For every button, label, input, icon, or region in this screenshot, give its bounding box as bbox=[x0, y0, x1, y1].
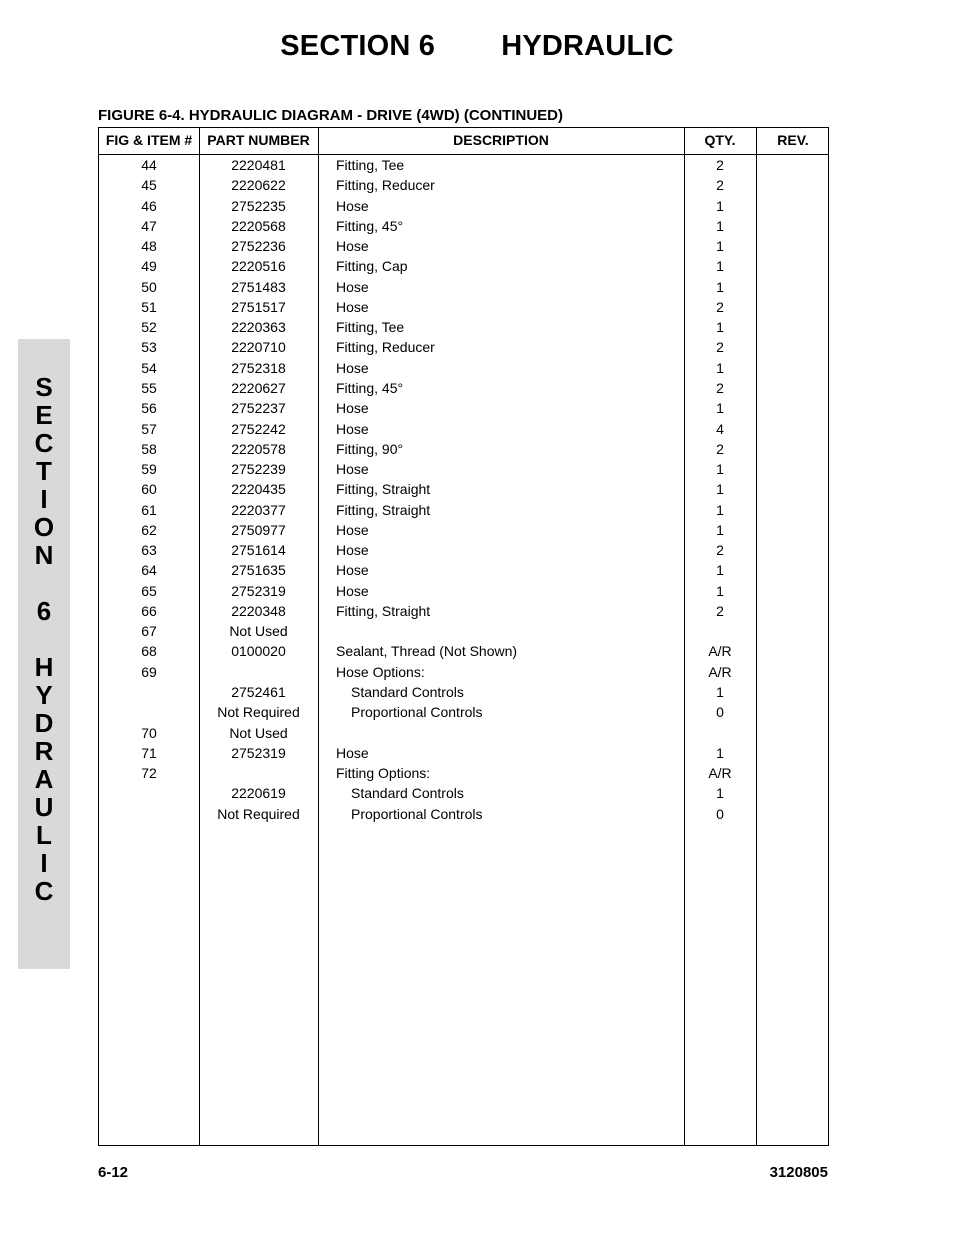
cell-description: Fitting Options: bbox=[336, 765, 431, 782]
table-row bbox=[99, 763, 828, 783]
table-row bbox=[99, 317, 828, 337]
table-row bbox=[99, 277, 828, 297]
cell-part-number: 2220568 bbox=[231, 217, 286, 234]
cell-description: Fitting, Cap bbox=[336, 258, 408, 275]
cell-item-number: 45 bbox=[141, 177, 157, 194]
cell-part-number: 2220363 bbox=[231, 319, 286, 336]
cell-part-number: 2751614 bbox=[231, 542, 286, 559]
cell-part-number: 2220435 bbox=[231, 481, 286, 498]
section-number: SECTION 6 bbox=[280, 30, 436, 62]
side-tab-letter: I bbox=[40, 848, 48, 878]
section-side-tab bbox=[18, 339, 70, 969]
cell-qty: 1 bbox=[716, 400, 724, 417]
cell-item-number: 68 bbox=[141, 643, 157, 660]
cell-description: Fitting, 45° bbox=[336, 217, 404, 234]
table-row bbox=[99, 520, 828, 540]
side-tab-letter: A bbox=[34, 764, 54, 794]
cell-item-number: 49 bbox=[141, 258, 157, 275]
cell-part-number: 2752242 bbox=[231, 420, 286, 437]
cell-qty: 2 bbox=[716, 339, 724, 356]
cell-item-number: 67 bbox=[141, 623, 157, 640]
cell-part-number: 2220710 bbox=[231, 339, 286, 356]
cell-part-number: 2751635 bbox=[231, 562, 286, 579]
table-row bbox=[99, 601, 828, 621]
table-row bbox=[99, 641, 828, 661]
col-header-description: DESCRIPTION bbox=[453, 132, 549, 148]
cell-description: Fitting, Tee bbox=[336, 319, 405, 336]
table-row bbox=[99, 155, 828, 175]
cell-item-number: 61 bbox=[141, 501, 157, 518]
table-row bbox=[99, 723, 828, 743]
cell-qty: 1 bbox=[716, 501, 724, 518]
cell-part-number: 2220578 bbox=[231, 440, 286, 457]
cell-item-number: 62 bbox=[141, 521, 157, 538]
cell-qty: 1 bbox=[716, 481, 724, 498]
cell-qty: 2 bbox=[716, 298, 724, 315]
cell-description: Hose bbox=[336, 744, 369, 761]
cell-description: Hose bbox=[336, 278, 369, 295]
table-row bbox=[99, 358, 828, 378]
cell-qty: 1 bbox=[716, 197, 724, 214]
table-row bbox=[99, 196, 828, 216]
cell-qty: 1 bbox=[716, 562, 724, 579]
table-row bbox=[99, 479, 828, 499]
side-tab-letter: O bbox=[33, 512, 55, 542]
cell-qty: 1 bbox=[716, 359, 724, 376]
side-tab-letter: D bbox=[34, 708, 54, 738]
cell-part-number: Not Used bbox=[229, 623, 288, 640]
cell-qty: 1 bbox=[716, 461, 724, 478]
cell-qty: 1 bbox=[716, 238, 724, 255]
cell-qty: 2 bbox=[716, 157, 724, 173]
cell-description: Hose bbox=[336, 359, 369, 376]
cell-item-number: 51 bbox=[141, 298, 157, 315]
cell-qty: 1 bbox=[716, 319, 724, 336]
side-tab-letter: H bbox=[34, 652, 54, 682]
cell-item-number: 52 bbox=[141, 319, 157, 336]
cell-part-number: 2752236 bbox=[231, 238, 286, 255]
table-row bbox=[99, 500, 828, 520]
cell-qty: 0 bbox=[716, 704, 724, 721]
side-tab-letter: U bbox=[34, 792, 54, 822]
cell-qty: 1 bbox=[716, 278, 724, 295]
cell-item-number: 48 bbox=[141, 238, 157, 255]
cell-description: Hose bbox=[336, 197, 369, 214]
cell-qty: A/R bbox=[708, 765, 732, 782]
cell-qty: 1 bbox=[716, 258, 724, 275]
cell-part-number: Not Used bbox=[229, 724, 288, 741]
table-row bbox=[99, 743, 828, 763]
cell-description: Fitting, 90° bbox=[336, 440, 404, 457]
cell-item-number: 50 bbox=[141, 278, 157, 295]
cell-item-number: 63 bbox=[141, 542, 157, 559]
cell-description: Fitting, Reducer bbox=[336, 339, 435, 356]
section-title: HYDRAULIC bbox=[501, 30, 674, 62]
cell-qty: 1 bbox=[716, 744, 724, 761]
cell-qty: 1 bbox=[716, 521, 724, 538]
cell-qty: 0 bbox=[716, 805, 724, 822]
cell-part-number: 2752461 bbox=[231, 684, 286, 701]
table-row bbox=[99, 297, 828, 317]
table-row bbox=[99, 398, 828, 418]
side-tab-letter: 6 bbox=[36, 596, 52, 626]
col-header-item: FIG & ITEM # bbox=[105, 132, 193, 148]
cell-description: Standard Controls bbox=[351, 684, 464, 701]
cell-part-number: 2751517 bbox=[231, 298, 286, 315]
cell-description: Proportional Controls bbox=[351, 704, 483, 721]
cell-part-number: Not Required bbox=[217, 805, 300, 822]
cell-part-number: 0100020 bbox=[231, 643, 286, 660]
cell-part-number: 2220622 bbox=[231, 177, 286, 194]
cell-item-number: 71 bbox=[141, 744, 157, 761]
cell-qty: 2 bbox=[716, 542, 724, 559]
table-row bbox=[99, 236, 828, 256]
cell-item-number: 46 bbox=[141, 197, 157, 214]
cell-qty: 1 bbox=[716, 582, 724, 599]
table-row bbox=[99, 256, 828, 276]
cell-description: Hose bbox=[336, 461, 369, 478]
cell-item-number: 64 bbox=[141, 562, 157, 579]
cell-description: Fitting, Reducer bbox=[336, 177, 435, 194]
cell-part-number: 2752319 bbox=[231, 582, 286, 599]
cell-description: Hose Options: bbox=[336, 663, 425, 680]
document-number: 3120805 bbox=[769, 1164, 828, 1181]
cell-part-number: 2220619 bbox=[231, 785, 286, 802]
cell-description: Fitting, Straight bbox=[336, 501, 431, 518]
table-row bbox=[99, 783, 828, 803]
cell-description: Hose bbox=[336, 562, 369, 579]
cell-qty: A/R bbox=[708, 643, 732, 660]
table-row bbox=[99, 581, 828, 601]
figure-caption: FIGURE 6-4. HYDRAULIC DIAGRAM - DRIVE (4WD) (CONTINUED) bbox=[98, 107, 563, 124]
cell-part-number: 2752318 bbox=[231, 359, 286, 376]
col-header-part-number: PART NUMBER bbox=[207, 132, 310, 148]
cell-description: Hose bbox=[336, 238, 369, 255]
cell-item-number: 57 bbox=[141, 420, 157, 437]
page-title bbox=[0, 30, 954, 63]
cell-item-number: 69 bbox=[141, 663, 157, 680]
table-row bbox=[99, 175, 828, 195]
table-row bbox=[99, 540, 828, 560]
table-row bbox=[99, 560, 828, 580]
table-row bbox=[99, 419, 828, 439]
cell-item-number: 70 bbox=[141, 724, 157, 741]
cell-description: Hose bbox=[336, 542, 369, 559]
side-tab-letter: L bbox=[36, 820, 52, 850]
side-tab-letter: N bbox=[34, 540, 54, 570]
cell-part-number: 2752235 bbox=[231, 197, 286, 214]
cell-qty: A/R bbox=[708, 663, 732, 680]
table-row bbox=[99, 439, 828, 459]
cell-description: Proportional Controls bbox=[351, 805, 483, 822]
side-tab-letter: C bbox=[34, 428, 54, 458]
cell-part-number: 2752237 bbox=[231, 400, 286, 417]
table-row bbox=[99, 662, 828, 682]
cell-qty: 2 bbox=[716, 602, 724, 619]
parts-table bbox=[98, 127, 829, 1146]
cell-item-number: 66 bbox=[141, 602, 157, 619]
page-number: 6-12 bbox=[98, 1164, 129, 1181]
cell-qty: 2 bbox=[716, 177, 724, 194]
cell-description: Standard Controls bbox=[351, 785, 464, 802]
cell-description: Hose bbox=[336, 400, 369, 417]
cell-qty: 1 bbox=[716, 684, 724, 701]
cell-part-number: 2752239 bbox=[231, 461, 286, 478]
cell-description: Fitting, Straight bbox=[336, 602, 431, 619]
cell-description: Hose bbox=[336, 298, 369, 315]
cell-description: Fitting, 45° bbox=[336, 379, 404, 396]
side-tab-letter: C bbox=[34, 876, 54, 906]
cell-description: Fitting, Straight bbox=[336, 481, 431, 498]
side-tab-letter: R bbox=[34, 736, 54, 766]
table-row bbox=[99, 702, 828, 722]
cell-part-number: 2752319 bbox=[231, 744, 286, 761]
cell-part-number: Not Required bbox=[217, 704, 300, 721]
table-row bbox=[99, 378, 828, 398]
cell-qty: 1 bbox=[716, 785, 724, 802]
cell-qty: 2 bbox=[716, 440, 724, 457]
cell-part-number: 2220377 bbox=[231, 501, 286, 518]
cell-part-number: 2220348 bbox=[231, 602, 286, 619]
table-row bbox=[99, 337, 828, 357]
side-tab-letter: S bbox=[35, 372, 53, 402]
cell-description: Hose bbox=[336, 582, 369, 599]
cell-item-number: 47 bbox=[141, 217, 157, 234]
cell-item-number: 55 bbox=[141, 379, 157, 396]
cell-description: Hose bbox=[336, 420, 369, 437]
cell-item-number: 59 bbox=[141, 461, 157, 478]
table-row bbox=[99, 804, 828, 824]
cell-item-number: 56 bbox=[141, 400, 157, 417]
table-row bbox=[99, 216, 828, 236]
cell-item-number: 65 bbox=[141, 582, 157, 599]
cell-item-number: 44 bbox=[141, 157, 157, 173]
side-tab-letter: T bbox=[36, 456, 52, 486]
cell-item-number: 58 bbox=[141, 440, 157, 457]
cell-item-number: 60 bbox=[141, 481, 157, 498]
cell-item-number: 54 bbox=[141, 359, 157, 376]
table-row bbox=[99, 682, 828, 702]
col-header-qty: QTY. bbox=[704, 132, 736, 148]
side-tab-letter: I bbox=[40, 484, 48, 514]
cell-part-number: 2220481 bbox=[231, 157, 286, 173]
cell-description: Fitting, Tee bbox=[336, 157, 405, 173]
cell-part-number: 2750977 bbox=[231, 521, 286, 538]
cell-qty: 1 bbox=[716, 217, 724, 234]
col-header-rev: REV. bbox=[777, 132, 809, 148]
side-tab-letter: E bbox=[35, 400, 53, 430]
cell-qty: 2 bbox=[716, 379, 724, 396]
cell-part-number: 2751483 bbox=[231, 278, 286, 295]
table-row bbox=[99, 459, 828, 479]
cell-part-number: 2220516 bbox=[231, 258, 286, 275]
cell-item-number: 53 bbox=[141, 339, 157, 356]
cell-qty: 4 bbox=[716, 420, 724, 437]
cell-description: Hose bbox=[336, 521, 369, 538]
cell-part-number: 2220627 bbox=[231, 379, 286, 396]
side-tab-letter: Y bbox=[35, 680, 53, 710]
table-row bbox=[99, 621, 828, 641]
cell-description: Sealant, Thread (Not Shown) bbox=[336, 643, 518, 660]
cell-item-number: 72 bbox=[141, 765, 157, 782]
